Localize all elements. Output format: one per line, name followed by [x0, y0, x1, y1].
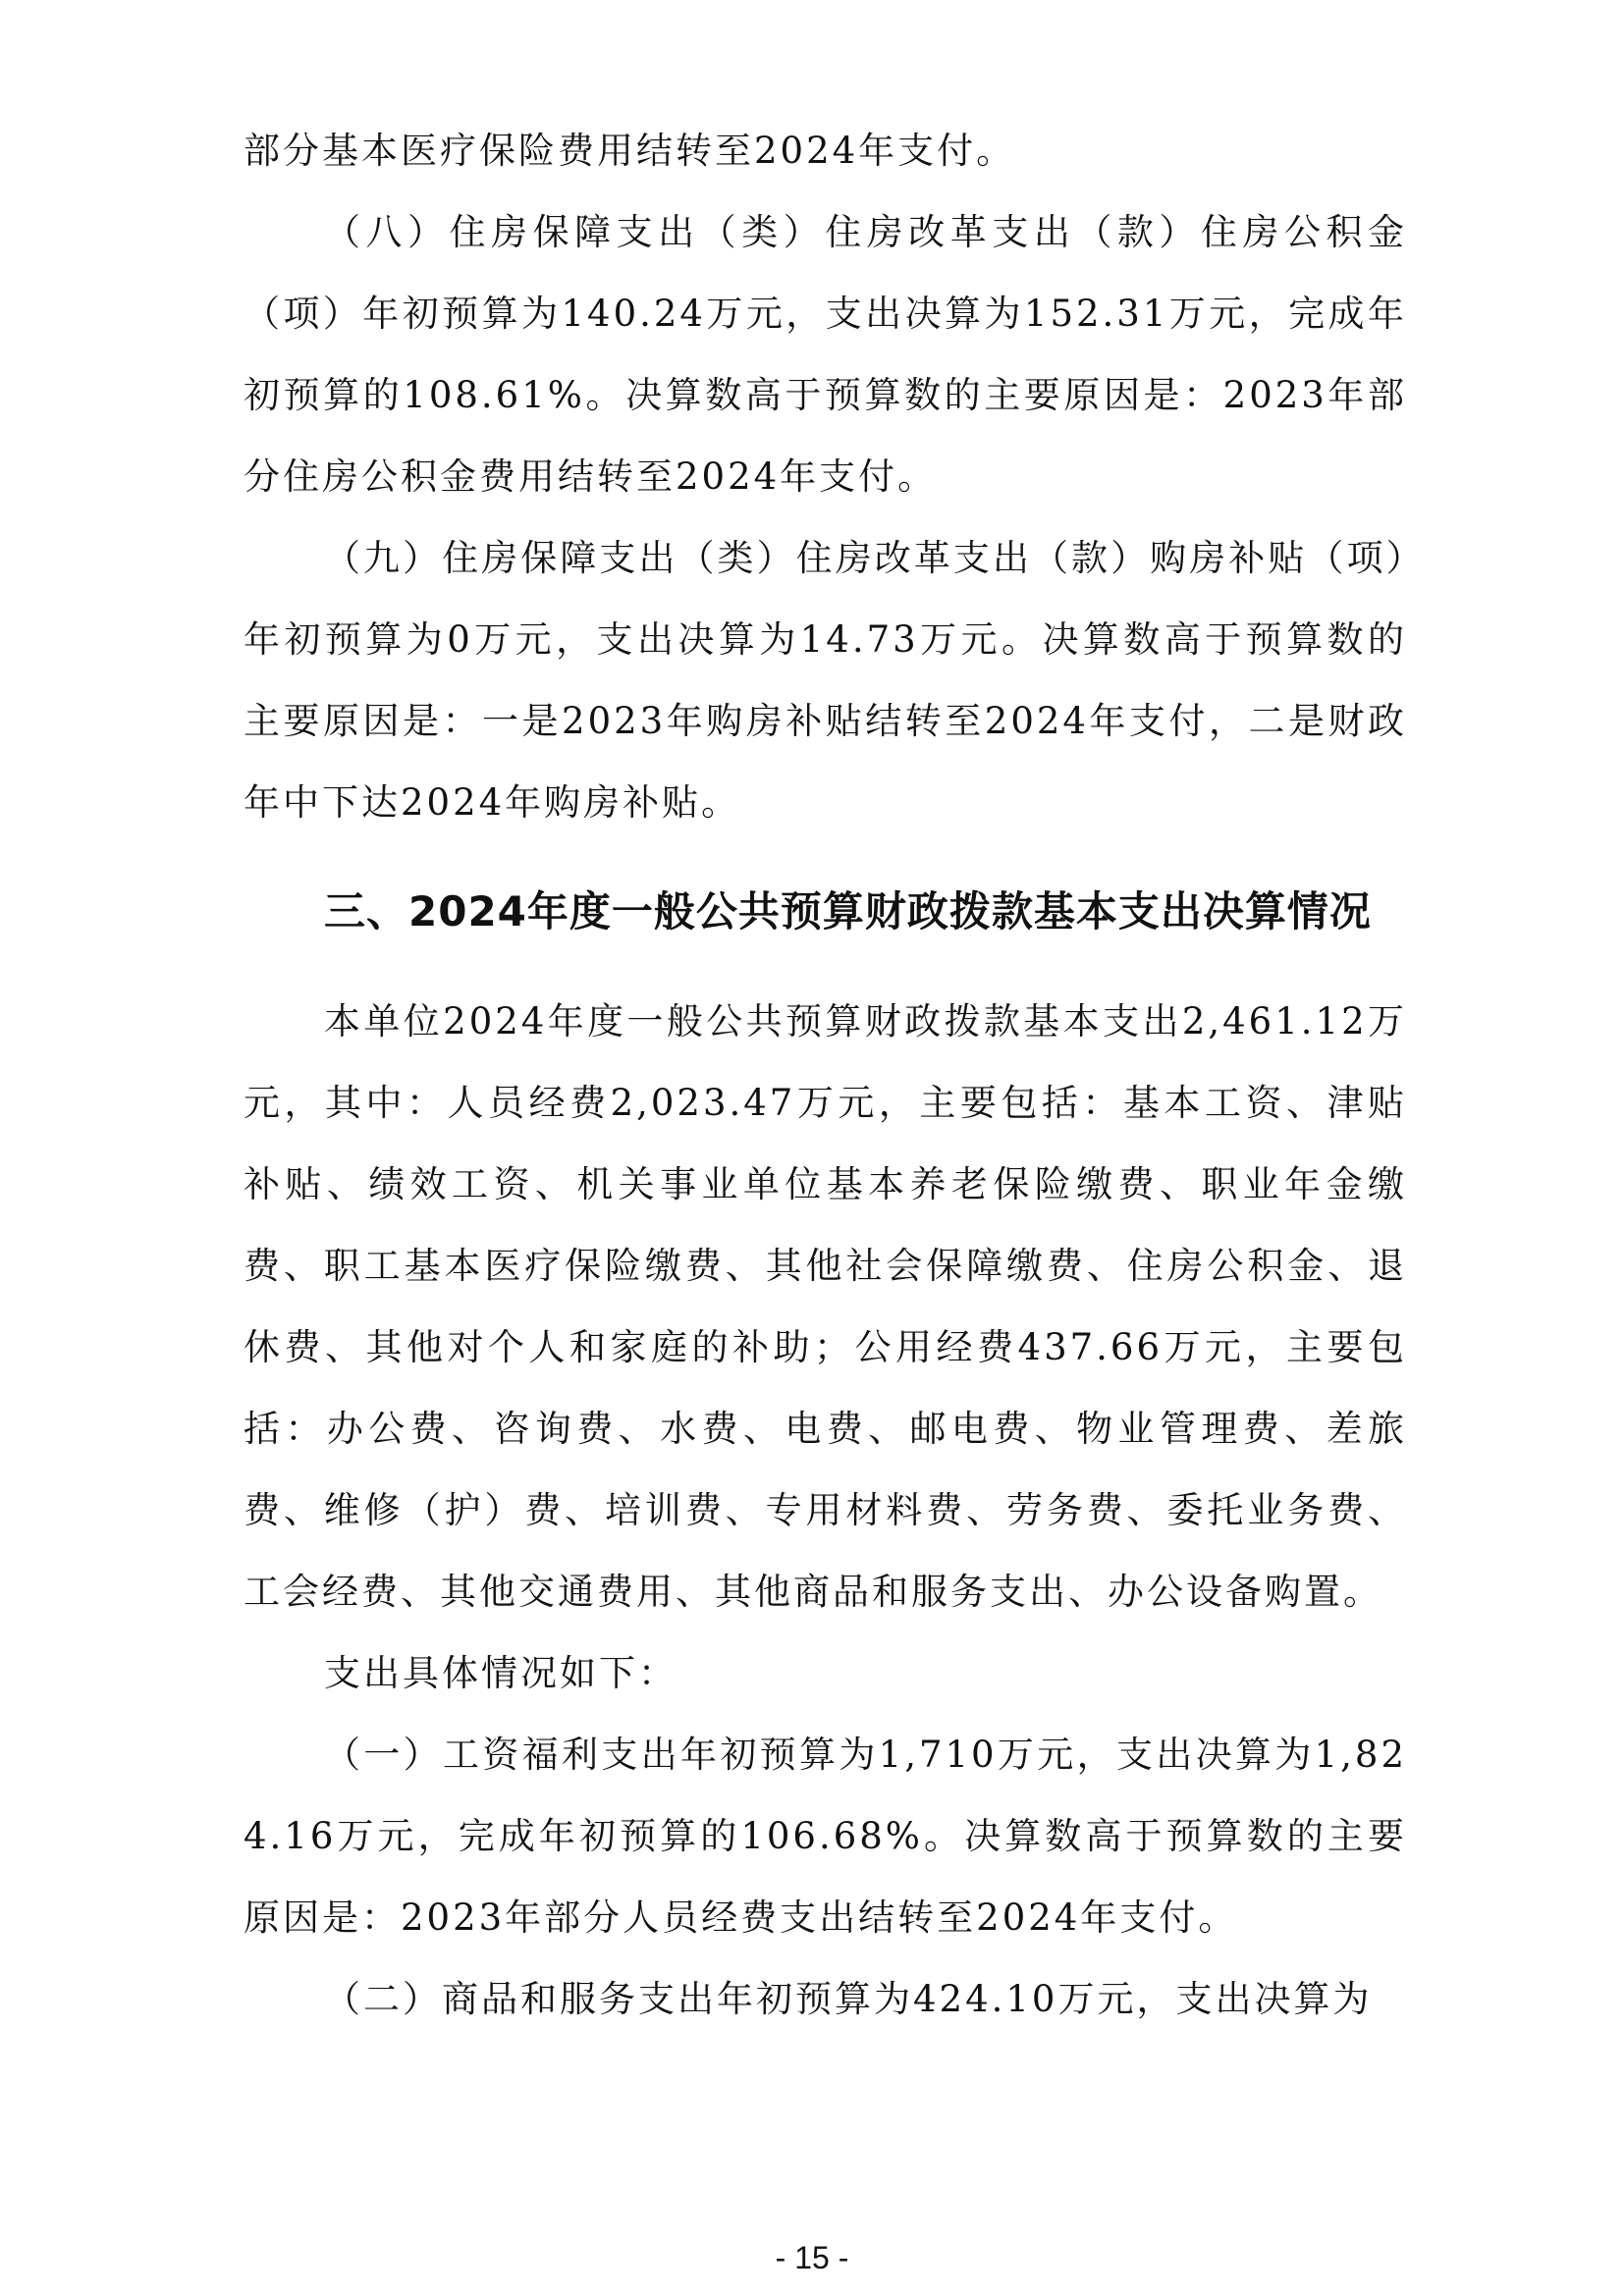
- paragraph-goods-services: （二）商品和服务支出年初预算为424.10万元，支出决算为: [324, 1978, 1373, 2020]
- paragraph-details-intro: 支出具体情况如下：: [324, 1652, 677, 1694]
- paragraph-wage-welfare: （一）工资福利支出年初预算为1,710万元，支出决算为1,824.16万元，完成年初预算的106.68%。决算数高于预算数的主要原因是：2023年部分人员经费支出结转至2024年支付。: [244, 1734, 1407, 1939]
- paragraph-housing-subsidy: （九）住房保障支出（类）住房改革支出（款）购房补贴（项）年初预算为0万元，支出决算为14.73万元。决算数高于预算数的主要原因是：一是2023年购房补贴结转至2024年支付，二是财政年中下达2024年购房补贴。: [244, 537, 1407, 824]
- page-number: - 15 -: [775, 2240, 849, 2275]
- paragraph-housing-fund: （八）住房保障支出（类）住房改革支出（款）住房公积金（项）年初预算为140.24万元，支出决算为152.31万元，完成年初预算的108.61%。决算数高于预算数的主要原因是：2023年部分住房公积金费用结转至2024年支付。: [244, 211, 1407, 498]
- section-heading: 三、2024年度一般公共预算财政拨款基本支出决算情况: [324, 887, 1372, 935]
- paragraph-continuation: 部分基本医疗保险费用结转至2024年支付。: [244, 130, 1016, 172]
- document-body: [244, 110, 1407, 2040]
- paragraph-basic-expenditure: 本单位2024年度一般公共预算财政拨款基本支出2,461.12万元，其中：人员经费2,023.47万元，主要包括：基本工资、津贴补贴、绩效工资、机关事业单位基本养老保险缴费、职业年金缴费、职工基本医疗保险缴费、其他社会保障缴费、住房公积金、退休费、其他对个人和家庭的补助；公用经费437.66万元，主要包括：办公费、咨询费、水费、电费、邮电费、物业管理费、差旅费、维修（护）费、培训费、专用材料费、劳务费、委托业务费、工会经费、其他交通费用、其他商品和服务支出、办公设备购置。: [244, 1000, 1407, 1613]
